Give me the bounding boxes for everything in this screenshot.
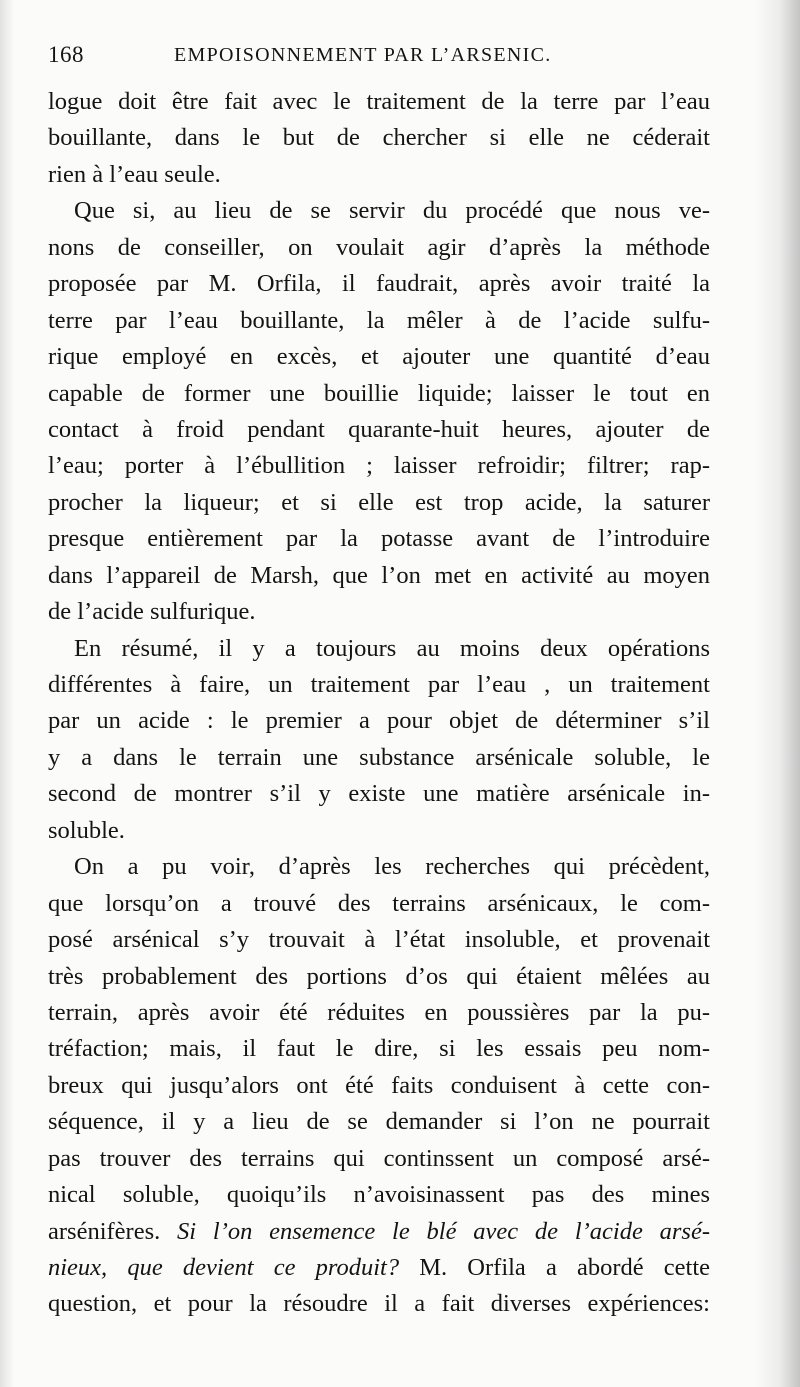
text-line: rique employé en excès, et ajouter une quantité d’eau [48,343,710,371]
text-line: bouillante, dans le but de chercher si elle ne céderait [48,124,710,152]
running-title: EMPOISONNEMENT PAR L’ARSENIC. [174,44,552,66]
text-line: proposée par M. Orfila, il faudrait, après avoir traité la [48,270,710,298]
text-line: rien à l’eau seule. [48,160,221,188]
text-line: capable de former une bouillie liquide; laisser le tout en [48,379,710,407]
mixed-style-line [48,1214,710,1250]
text-line: par un acide : le premier a pour objet de déterminer s’il [48,707,710,735]
text-line: question, et pour la résoudre il a fait diverses expériences: [48,1290,710,1318]
text-line: breux qui jusqu’alors ont été faits conduisent à cette con- [48,1071,710,1099]
text-line: nons de conseiller, on voulait agir d’après la méthode [48,233,710,261]
text-line: y a dans le terrain une substance arsénicale soluble, le [48,743,710,771]
paragraph-start-line: En résumé, il y a toujours au moins deux opérations [74,634,710,662]
text-line: différentes à faire, un traitement par l’eau , un traitement [48,671,710,698]
text-line: de l’acide sulfurique. [48,598,256,626]
page-header [48,42,716,82]
text-line: l’eau; porter à l’ébullition ; laisser refroidir; filtrer; rap- [48,452,710,480]
text-line: séquence, il y a lieu de se demander si l’on ne pourrait [48,1108,710,1136]
text-line: posé arsénical s’y trouvait à l’état insoluble, et provenait [48,926,710,954]
text-line: dans l’appareil de Marsh, que l’on met en activité au moyen [48,561,710,589]
text-line: terrain, après avoir été réduites en poussières par la pu- [48,998,710,1026]
text-line: très probablement des portions d’os qui étaient mêlées au [48,962,710,990]
italic-segment: Si l’on ensemence le blé avec de l’acide arsé- [177,1217,710,1245]
text-line: procher la liqueur; et si elle est trop acide, la saturer [48,488,710,516]
text-line: logue doit être fait avec le traitement de la terre par l’eau [48,88,710,115]
text-line: soluble. [48,816,125,844]
text-line: tréfaction; mais, il faut le dire, si les essais peu nom- [48,1035,710,1063]
text-line: pas trouver des terrains qui continssent un composé arsé- [48,1144,710,1172]
italic-segment: nieux, que devient ce produit? [48,1254,400,1281]
mixed-style-line [48,1250,710,1286]
text-line: presque entièrement par la potasse avant de l’introduire [48,525,710,553]
text-line: que lorsqu’on a trouvé des terrains arsénicaux, le com- [48,889,710,917]
text-segment: M. Orfila a abordé cette [399,1254,710,1281]
text-line: nical soluble, quoiqu’ils n’avoisinassent pas des mines [48,1181,710,1209]
text-line: second de montrer s’il y existe une matière arsénicale in- [48,780,710,808]
page-number: 168 [48,42,84,67]
text-line: contact à froid pendant quarante-huit heures, ajouter de [48,415,710,443]
page-right-shadow [754,0,800,1387]
paragraph-start-line: On a pu voir, d’après les recherches qui précèdent, [74,853,710,881]
text-line: terre par l’eau bouillante, la mêler à de l’acide sulfu- [48,306,710,334]
body-text [48,84,710,1323]
text-segment: arsénifères. [48,1217,178,1245]
paragraph-start-line: Que si, au lieu de se servir du procédé que nous ve- [74,197,710,225]
page-left-shadow [0,0,14,1387]
